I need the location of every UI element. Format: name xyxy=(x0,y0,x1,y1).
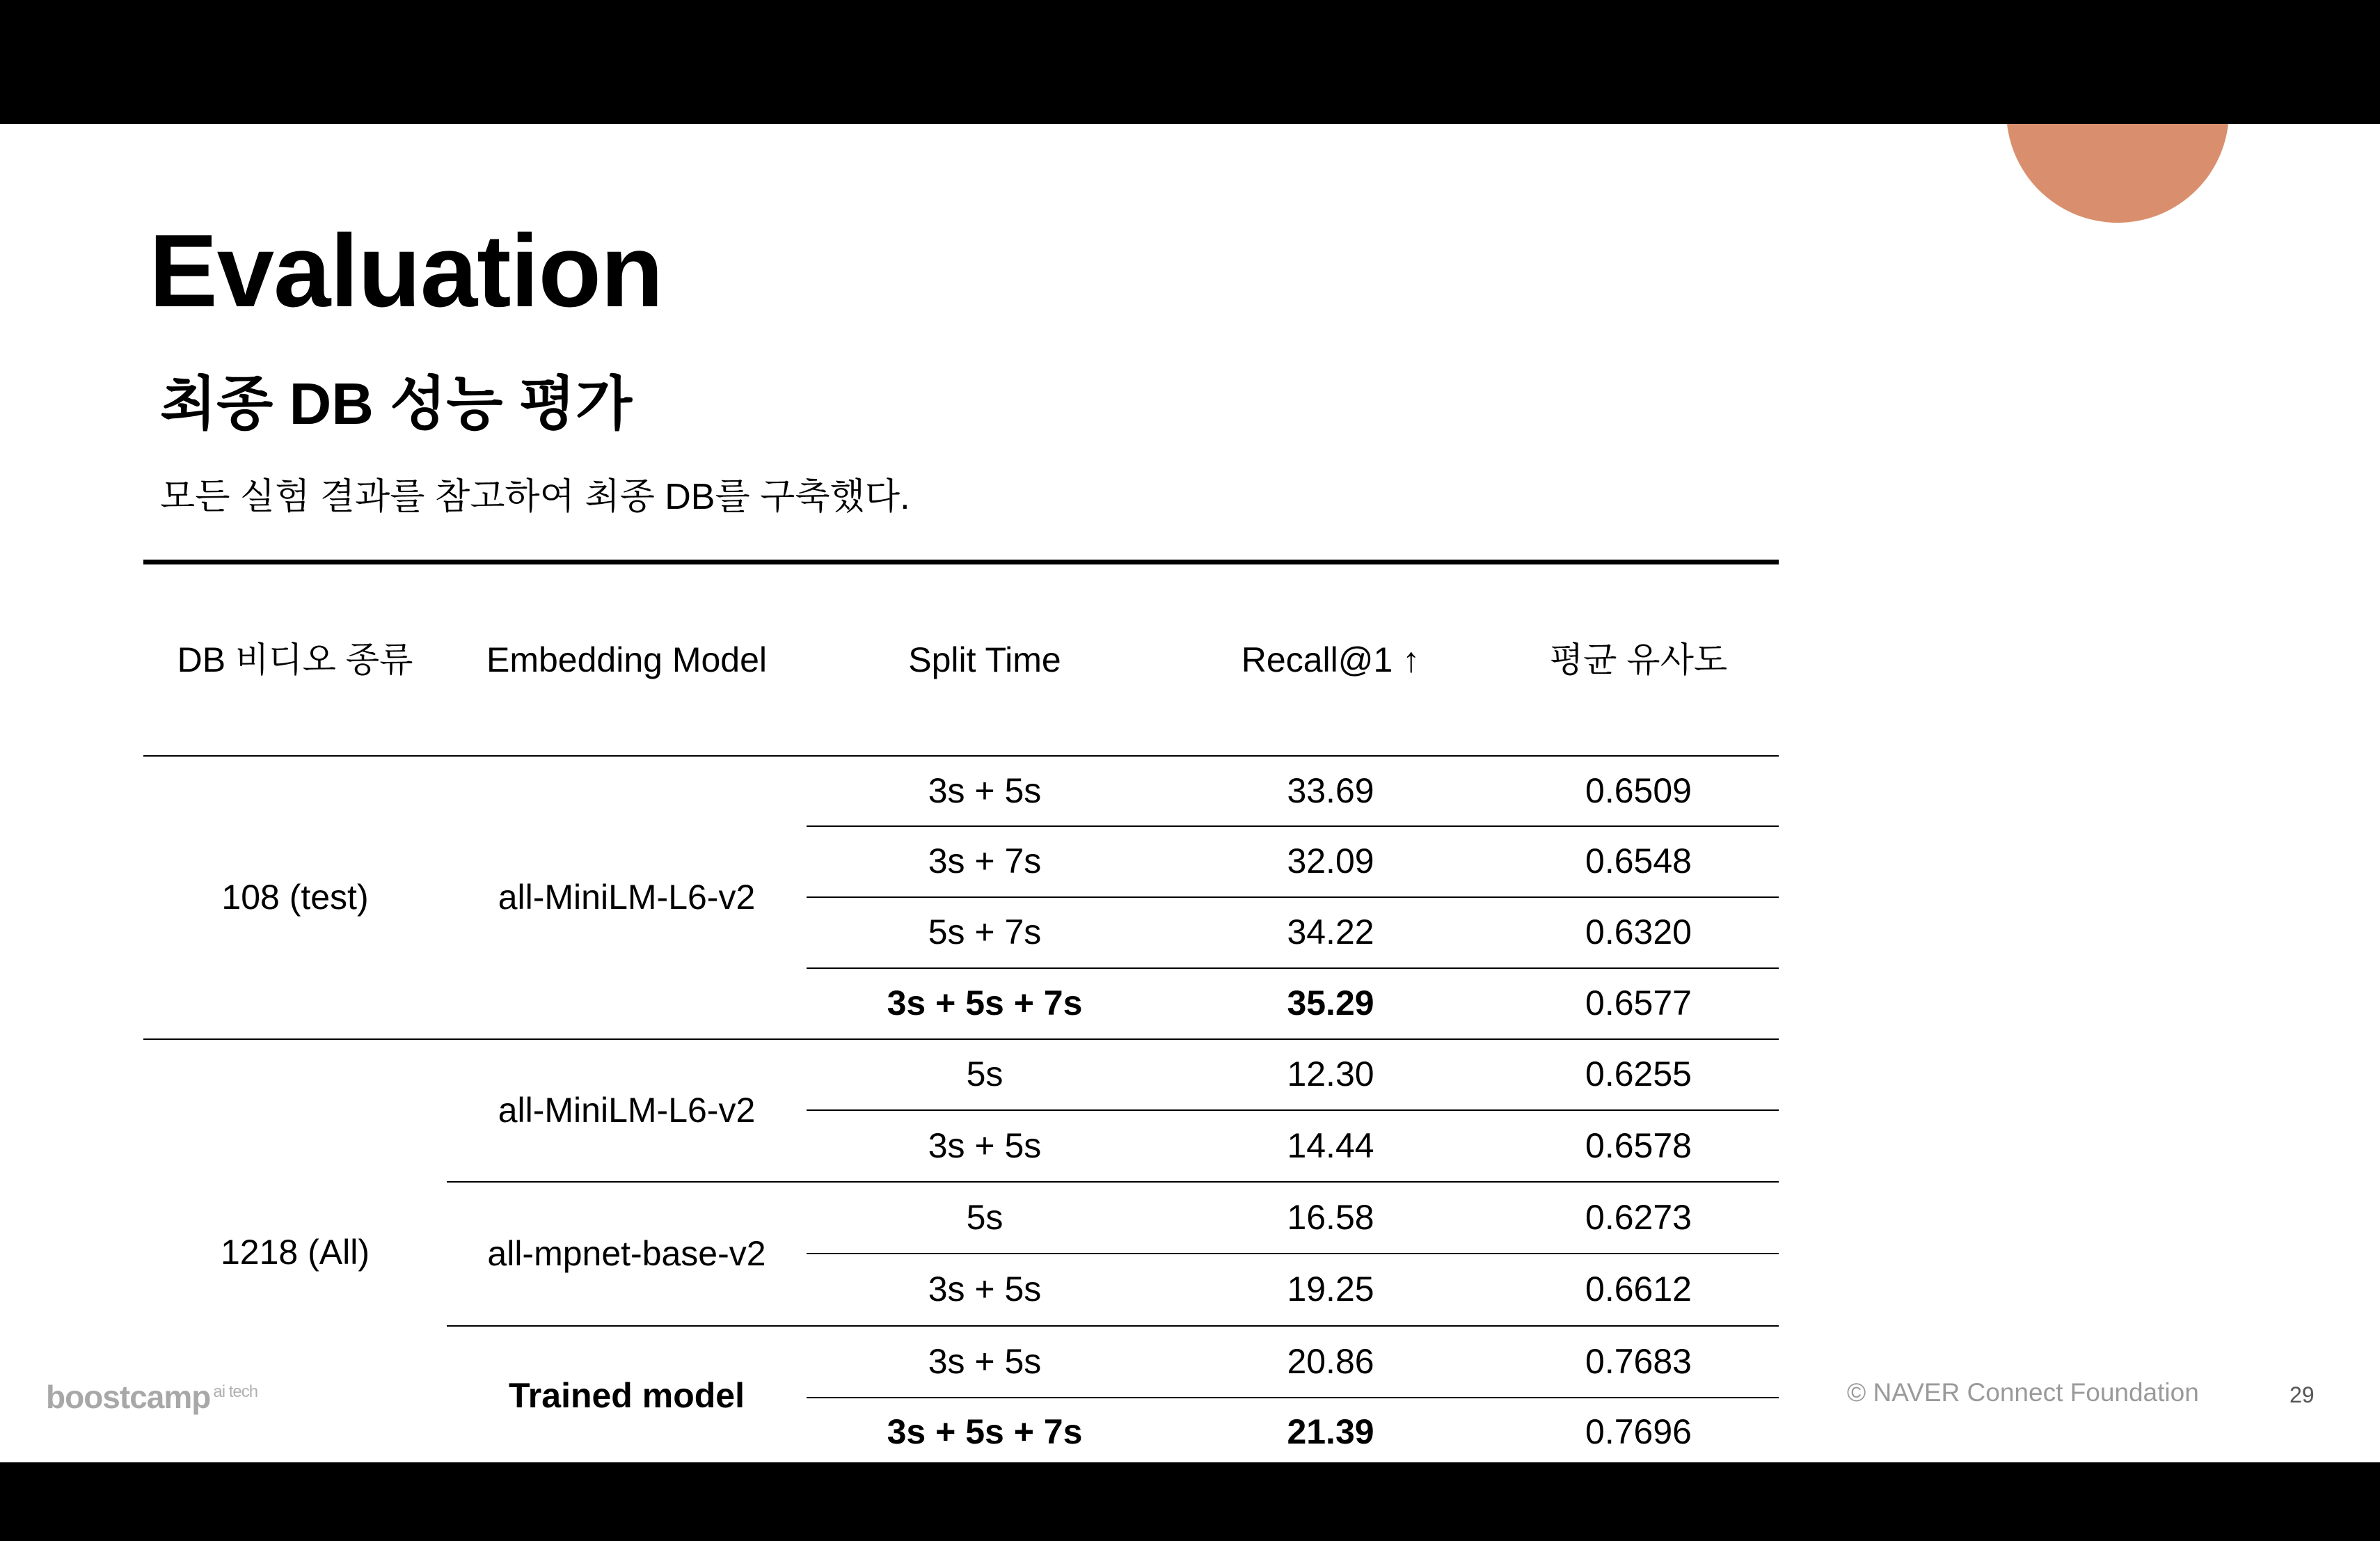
bottom-letterbox-bar xyxy=(0,1462,2380,1541)
recall-cell: 35.29 xyxy=(1287,983,1374,1022)
split-time-cell: 3s + 5s xyxy=(928,1341,1042,1381)
top-letterbox-bar xyxy=(0,0,2380,124)
embedding-model-cell: all-mpnet-base-v2 xyxy=(487,1233,766,1273)
logo-text: boostcamp xyxy=(46,1379,211,1415)
table-top-rule xyxy=(143,560,1779,564)
embedding-model-cell: all-MiniLM-L6-v2 xyxy=(498,1090,756,1130)
similarity-cell: 0.6612 xyxy=(1585,1270,1692,1309)
table-header-cell: Recall@1 ↑ xyxy=(1241,640,1420,679)
split-time-cell: 5s xyxy=(966,1054,1003,1093)
similarity-cell: 0.6577 xyxy=(1585,983,1692,1022)
similarity-cell: 0.6509 xyxy=(1585,770,1692,810)
decorative-circle xyxy=(2006,124,2229,223)
split-time-cell: 3s + 5s + 7s xyxy=(887,1412,1083,1451)
db-type-cell: 1218 (All) xyxy=(221,1233,370,1272)
split-time-cell: 5s xyxy=(966,1197,1003,1237)
copyright-notice: © NAVER Connect Foundation xyxy=(1847,1378,2199,1407)
similarity-cell: 0.7696 xyxy=(1585,1412,1692,1451)
split-time-cell: 3s + 5s + 7s xyxy=(887,983,1083,1022)
recall-cell: 16.58 xyxy=(1287,1197,1374,1237)
page-number: 29 xyxy=(2290,1382,2315,1407)
slide-title: Evaluation xyxy=(149,214,663,329)
similarity-cell: 0.6320 xyxy=(1585,912,1692,951)
similarity-cell: 0.6255 xyxy=(1585,1054,1692,1093)
similarity-cell: 0.6578 xyxy=(1585,1125,1692,1165)
embedding-model-cell: Trained model xyxy=(509,1376,745,1415)
split-time-cell: 5s + 7s xyxy=(928,912,1042,951)
table-header-cell: DB 비디오 종류 xyxy=(177,640,413,679)
split-time-cell: 3s + 5s xyxy=(928,1125,1042,1165)
recall-cell: 34.22 xyxy=(1287,912,1374,951)
slide-description: 모든 실험 결과를 참고하여 최종 DB를 구축했다. xyxy=(160,477,910,517)
recall-cell: 32.09 xyxy=(1287,841,1374,880)
embedding-model-cell: all-MiniLM-L6-v2 xyxy=(498,877,756,917)
recall-cell: 19.25 xyxy=(1287,1270,1374,1309)
recall-cell: 21.39 xyxy=(1287,1412,1374,1451)
boostcamp-logo xyxy=(46,1378,257,1416)
similarity-cell: 0.6273 xyxy=(1585,1197,1692,1237)
split-time-cell: 3s + 7s xyxy=(928,841,1042,880)
db-type-cell: 108 (test) xyxy=(221,877,369,917)
split-time-cell: 3s + 5s xyxy=(928,770,1042,810)
recall-cell: 33.69 xyxy=(1287,770,1374,810)
slide xyxy=(0,124,2380,1462)
similarity-cell: 0.6548 xyxy=(1585,841,1692,880)
table-header-cell: Split Time xyxy=(908,640,1061,679)
table-header-cell: Embedding Model xyxy=(486,640,768,679)
table-header-cell: 평균 유사도 xyxy=(1549,640,1728,679)
slide-subtitle: 최종 DB 성능 평가 xyxy=(160,371,633,436)
similarity-cell: 0.7683 xyxy=(1585,1341,1692,1381)
split-time-cell: 3s + 5s xyxy=(928,1270,1042,1309)
recall-cell: 14.44 xyxy=(1287,1125,1374,1165)
recall-cell: 12.30 xyxy=(1287,1054,1374,1093)
recall-cell: 20.86 xyxy=(1287,1341,1374,1381)
logo-superscript: ai tech xyxy=(213,1382,258,1401)
